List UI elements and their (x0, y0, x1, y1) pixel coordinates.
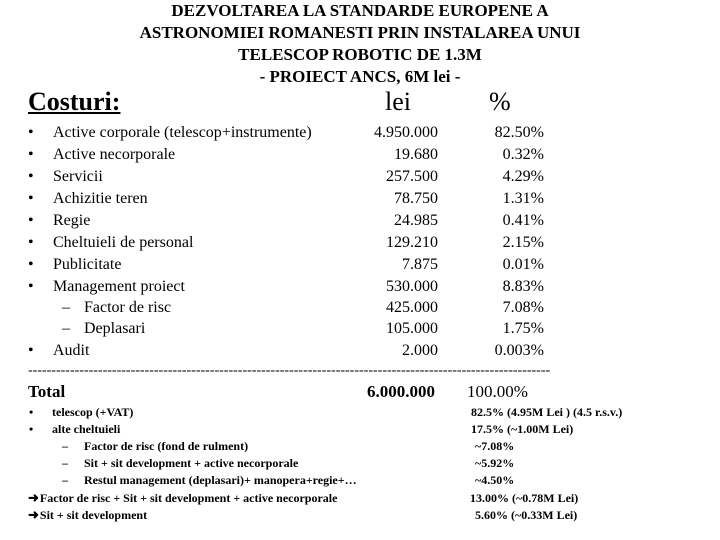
cost-value: 2.000 (402, 342, 438, 359)
arrow-value: 5.60% (~0.33M Lei) (475, 508, 578, 522)
cost-value: 7.875 (402, 256, 438, 273)
summary-label: alte cheltuieli (52, 422, 121, 436)
arrow-value: 13.00% (~0.78M Lei) (470, 491, 579, 505)
cost-percent: 7.08% (502, 299, 544, 316)
cost-label: Publicitate (53, 256, 122, 273)
cost-percent: 1.31% (502, 190, 544, 207)
cost-value: 257.500 (386, 168, 438, 185)
title-line: ASTRONOMIEI ROMANESTI PRIN INSTALAREA UNUI (139, 23, 581, 42)
arrow-right-icon: ➜ (28, 507, 39, 522)
bullet-icon: • (28, 190, 34, 207)
summary-label: Restul management (deplasari)+ manopera+regie+… (84, 473, 357, 487)
dash-icon: – (62, 456, 68, 470)
dash-icon: – (62, 473, 68, 487)
costuri-label: Costuri: (28, 87, 121, 116)
cost-label: Cheltuieli de personal (53, 234, 194, 251)
cost-value: 129.210 (386, 234, 438, 251)
cost-percent: 82.50% (494, 124, 544, 141)
title-line: DEZVOLTAREA LA STANDARDE EUROPENE A (171, 1, 549, 20)
cost-label: Active necorporale (53, 146, 176, 163)
cost-label: Achizitie teren (53, 190, 148, 207)
bullet-icon: • (28, 234, 34, 251)
cost-subrow (0, 318, 720, 340)
summary-value: ~4.50% (475, 473, 515, 487)
summary-value: ~7.08% (475, 439, 515, 453)
arrow-row (28, 506, 147, 524)
separator-line: ---------------------------------------------------------------------------------------------------------------- (28, 363, 551, 378)
cost-percent: 4.29% (502, 168, 544, 185)
dash-icon: – (62, 299, 70, 316)
cost-percent: 0.01% (502, 256, 544, 273)
cost-value: 4.950.000 (374, 124, 438, 141)
cost-row (0, 276, 720, 298)
costuri-heading (28, 87, 120, 117)
cost-percent: 8.83% (502, 278, 544, 295)
cost-value: 19.680 (394, 146, 438, 163)
cost-value: 105.000 (386, 320, 438, 337)
cost-percent: 0.003% (494, 342, 544, 359)
bullet-icon: • (28, 256, 34, 273)
cost-percent: 0.41% (502, 212, 544, 229)
cost-row (0, 144, 720, 166)
cost-label: Regie (53, 212, 91, 229)
arrow-row (28, 489, 337, 507)
lei-column-header: lei (385, 87, 411, 116)
cost-label: Audit (53, 342, 90, 359)
bullet-icon: • (28, 212, 34, 229)
dash-icon: – (62, 320, 70, 337)
bullet-icon: • (29, 422, 34, 436)
cost-percent: 0.32% (502, 146, 544, 163)
total-percent: 100.00% (467, 382, 528, 401)
bullet-icon: • (28, 146, 34, 163)
cost-row (0, 166, 720, 188)
cost-row (0, 232, 720, 254)
summary-value: ~5.92% (475, 456, 515, 470)
cost-value: 530.000 (386, 278, 438, 295)
bullet-icon: • (28, 342, 34, 359)
bullet-icon: • (29, 405, 34, 419)
cost-row (0, 254, 720, 276)
bullet-icon: • (28, 168, 34, 185)
cost-label: Servicii (53, 168, 103, 185)
cost-label: Management proiect (53, 278, 185, 295)
bullet-icon: • (28, 124, 34, 141)
title-line: TELESCOP ROBOTIC DE 1.3M (238, 45, 482, 64)
cost-value: 78.750 (394, 190, 438, 207)
percent-column-header: % (489, 87, 511, 116)
cost-row (0, 122, 720, 144)
title-line: - PROIECT ANCS, 6M lei - (259, 67, 461, 86)
summary-label: telescop (+VAT) (52, 405, 134, 419)
arrow-label: Sit + sit development (39, 508, 148, 522)
bullet-icon: • (28, 278, 34, 295)
cost-row (0, 210, 720, 232)
arrow-right-icon: ➜ (28, 490, 39, 505)
total-value: 6.000.000 (367, 382, 435, 401)
cost-label: Factor de risc (84, 299, 172, 316)
cost-subrow (0, 297, 720, 319)
summary-value: 82.5% (4.95M Lei ) (4.5 r.s.v.) (471, 405, 623, 419)
cost-row (0, 340, 720, 362)
cost-label: Deplasari (84, 320, 146, 337)
slide-title (0, 0, 720, 88)
cost-value: 425.000 (386, 299, 438, 316)
cost-row (0, 188, 720, 210)
cost-percent: 2.15% (502, 234, 544, 251)
cost-value: 24.985 (394, 212, 438, 229)
summary-label: Factor de risc (fond de rulment) (84, 439, 249, 453)
cost-label: Active corporale (telescop+instrumente) (53, 124, 312, 141)
total-label: Total (28, 382, 66, 401)
dash-icon: – (62, 439, 68, 453)
summary-value: 17.5% (~1.00M Lei) (471, 422, 574, 436)
cost-percent: 1.75% (502, 320, 544, 337)
summary-label: Sit + sit development + active necorporale (84, 456, 299, 470)
arrow-label: Factor de risc + Sit + sit development + active necorporale (39, 491, 338, 505)
